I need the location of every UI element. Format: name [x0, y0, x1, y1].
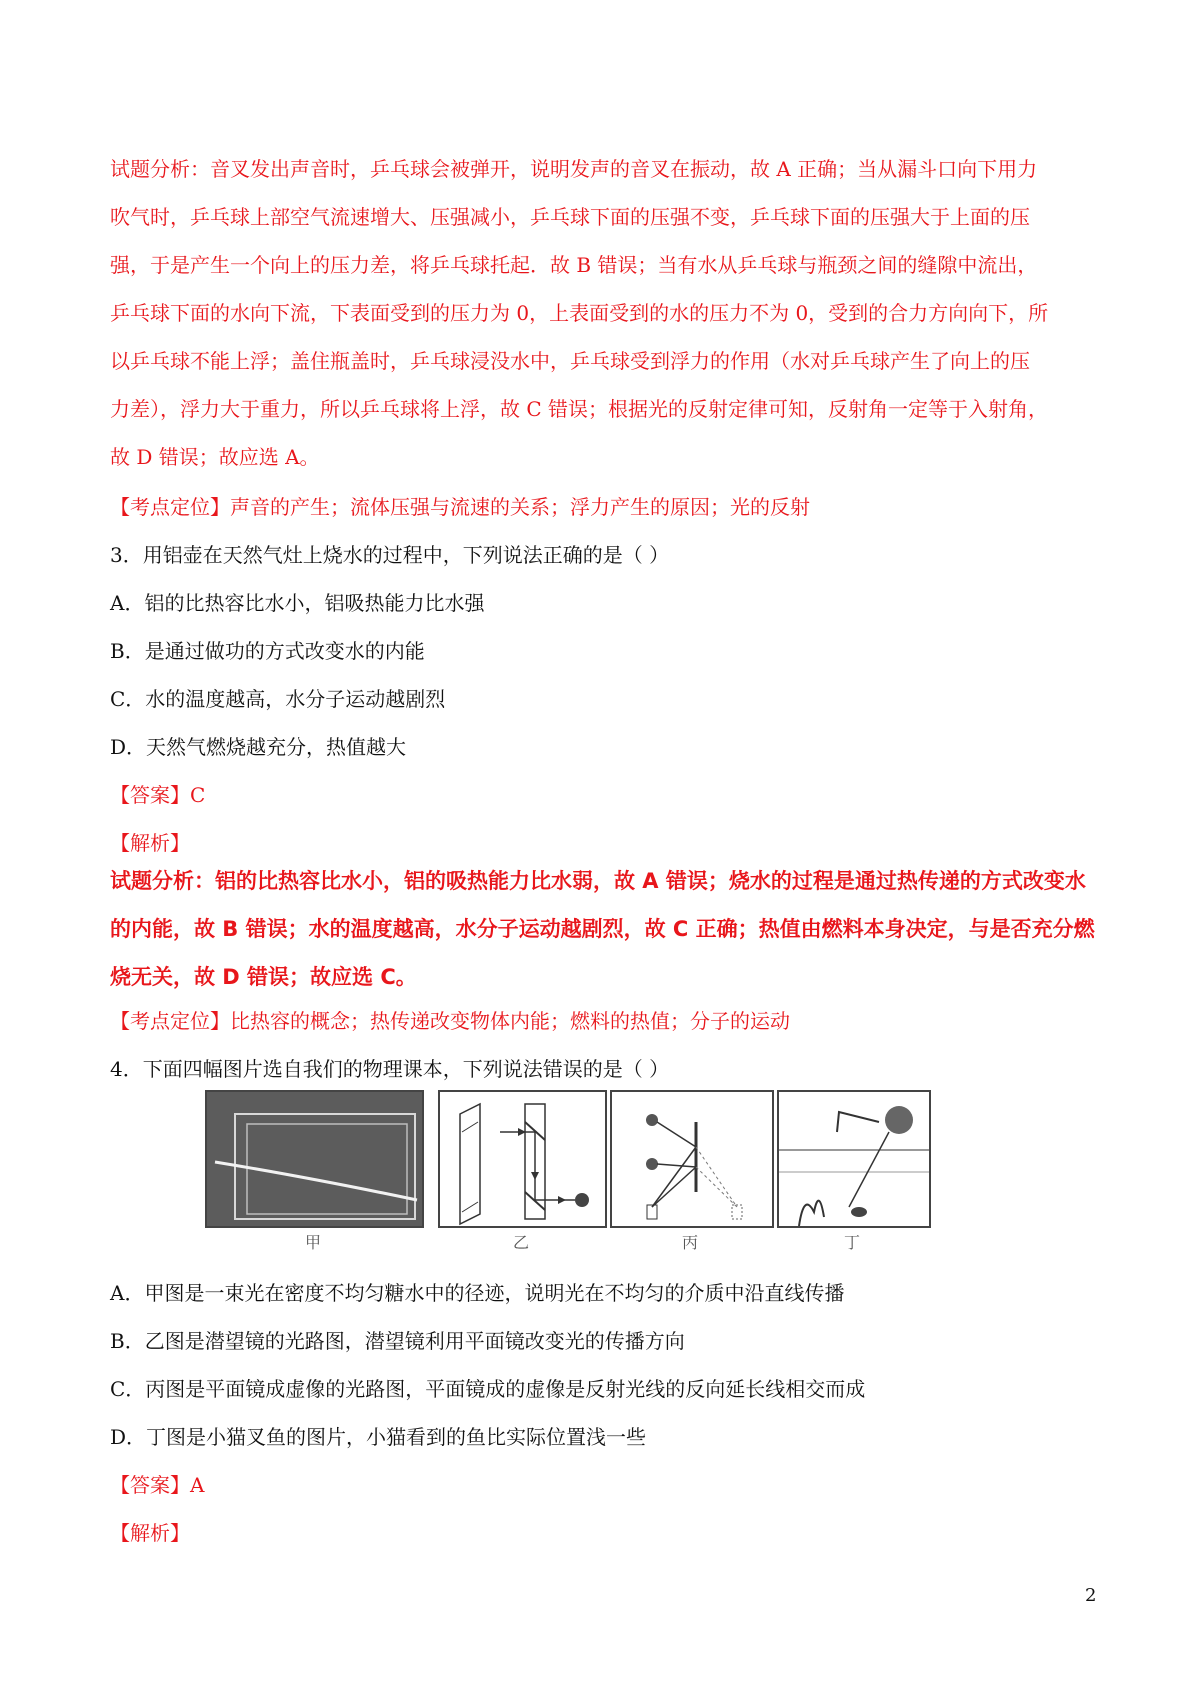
q4-analysis-label: 【解析】 — [110, 1521, 190, 1545]
q3-option-a: A．铝的比热容比水小，铝吸热能力比水强 — [110, 591, 485, 615]
q4-option-d: D．丁图是小猫叉鱼的图片，小猫看到的鱼比实际位置浅一些 — [110, 1425, 647, 1449]
q4-option-c: C．丙图是平面镜成虚像的光路图，平面镜成的虚像是反射光线的反向延长线相交而成 — [110, 1377, 866, 1401]
q3-point: 【考点定位】比热容的概念；热传递改变物体内能；燃料的热值；分子的运动 — [110, 1009, 790, 1033]
q4-answer: 【答案】A — [110, 1473, 205, 1497]
q4-stem: 4．下面四幅图片选自我们的物理课本，下列说法错误的是（ ） — [110, 1057, 670, 1081]
figure-label-jia: 甲 — [304, 1233, 321, 1252]
q3-analysis-line-3: 烧无关，故 D 错误；故应选 C。 — [110, 965, 417, 989]
q2-analysis-line-5: 以乒乓球不能上浮；盖住瓶盖时，乒乓球浸没水中，乒乓球受到浮力的作用（水对乒乓球产生了向上的压 — [110, 349, 1030, 373]
q3-analysis-line-2: 的内能，故 B 错误；水的温度越高，水分子运动越剧烈，故 C 正确；热值由燃料本身决定，与是否充分燃 — [110, 917, 1095, 941]
figure-label-ding: 丁 — [843, 1233, 860, 1252]
figure-jia — [205, 1090, 424, 1228]
q2-analysis-line-6: 力差），浮力大于重力，所以乒乓球将上浮，故 C 错误；根据光的反射定律可知，反射角一定等于入射角， — [110, 397, 1049, 421]
q4-figures — [205, 1090, 1005, 1255]
plane-mirror-image-diagram — [612, 1092, 772, 1226]
q2-analysis-line-2: 吹气时，乒乓球上部空气流速增大、压强减小，乒乓球下面的压强不变，乒乓球下面的压强大于上面的压 — [110, 205, 1030, 229]
q3-analysis-line-1: 试题分析：铝的比热容比水小，铝的吸热能力比水弱，故 A 错误；烧水的过程是通过热传递的方式改变水 — [110, 869, 1086, 893]
cat-spearing-fish-image — [779, 1092, 929, 1226]
figure-label-bing: 丙 — [681, 1233, 698, 1252]
q3-option-b: B．是通过做功的方式改变水的内能 — [110, 639, 425, 663]
q3-option-d: D．天然气燃烧越充分，热值越大 — [110, 735, 407, 759]
light-path-sugar-water-image — [207, 1092, 422, 1226]
q3-option-c: C．水的温度越高，水分子运动越剧烈 — [110, 687, 446, 711]
q3-answer: 【答案】C — [110, 783, 206, 807]
figure-yi — [438, 1090, 607, 1228]
q2-point: 【考点定位】声音的产生；流体压强与流速的关系；浮力产生的原因；光的反射 — [110, 495, 810, 519]
page-number: 2 — [1085, 1585, 1097, 1606]
figure-bing — [610, 1090, 774, 1228]
q2-analysis-line-3: 强，于是产生一个向上的压力差，将乒乓球托起．故 B 错误；当有水从乒乓球与瓶颈之间的缝隙中流出， — [110, 253, 1038, 277]
q3-stem: 3．用铝壶在天然气灶上烧水的过程中，下列说法正确的是（ ） — [110, 543, 670, 567]
periscope-diagram — [440, 1092, 605, 1226]
q2-analysis-line-4: 乒乓球下面的水向下流，下表面受到的压力为 0，上表面受到的水的压力不为 0，受到的合力方向向下，所 — [110, 301, 1049, 325]
q2-analysis-line-7: 故 D 错误；故应选 A。 — [110, 445, 320, 469]
figure-ding — [777, 1090, 931, 1228]
q4-option-b: B．乙图是潜望镜的光路图，潜望镜利用平面镜改变光的传播方向 — [110, 1329, 685, 1353]
q3-analysis-label: 【解析】 — [110, 831, 190, 855]
figure-label-yi: 乙 — [512, 1233, 529, 1252]
q4-option-a: A．甲图是一束光在密度不均匀糖水中的径迹，说明光在不均匀的介质中沿直线传播 — [110, 1281, 845, 1305]
q2-analysis-line-1: 试题分析：音叉发出声音时，乒乓球会被弹开，说明发声的音叉在振动，故 A 正确；当从漏斗口向下用力 — [110, 157, 1038, 181]
